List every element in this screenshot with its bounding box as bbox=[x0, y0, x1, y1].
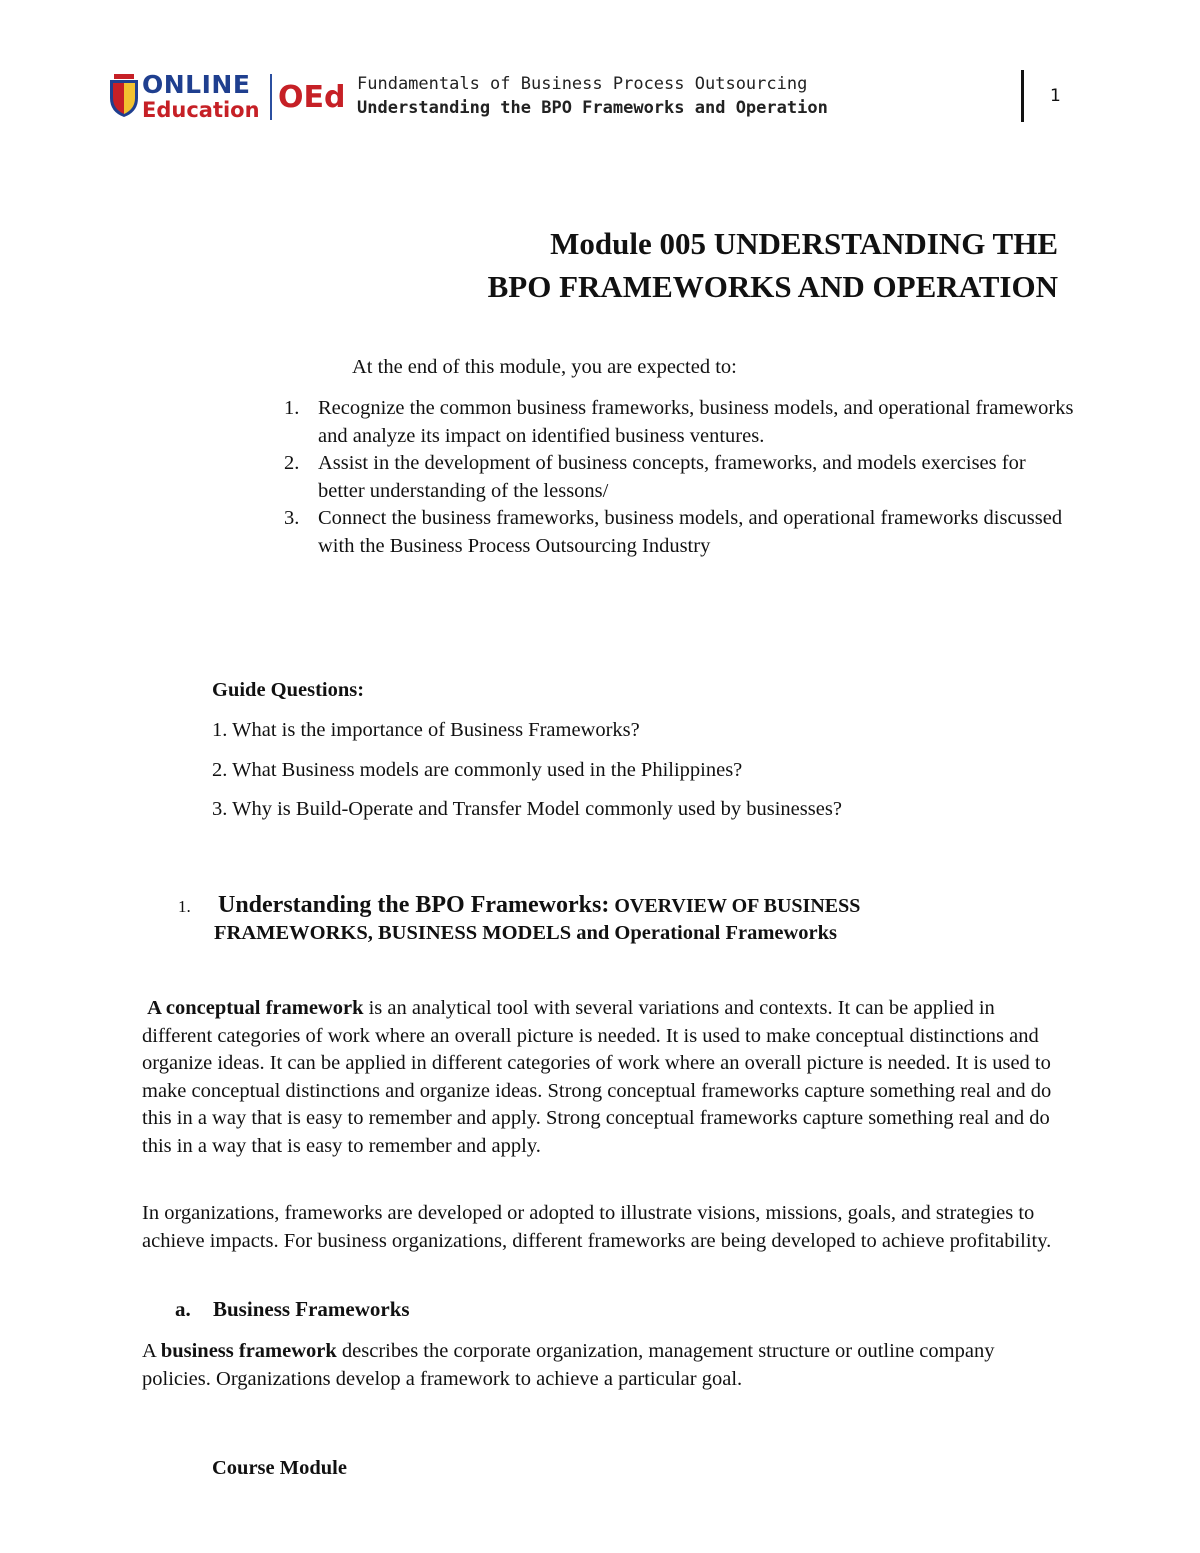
guide-question: 1. What is the importance of Business Frameworks? bbox=[212, 719, 640, 741]
logo-divider bbox=[270, 74, 272, 120]
term-business-framework: business framework bbox=[160, 1340, 337, 1362]
business-framework-paragraph bbox=[142, 1338, 1067, 1393]
section-number: 1. bbox=[178, 897, 191, 916]
logo-text-education: Education bbox=[142, 98, 260, 122]
objective-number: 3. bbox=[284, 507, 300, 529]
logo-oed-mark: OEd bbox=[278, 80, 346, 115]
paragraph-text: is an analytical tool with several variations and contexts. It can be applied in different categories of work where an overall picture is needed. It is used to make conceptual distinctions and organize ideas. It can be applied in different categories of work where an overall picture is needed. It is used to make conceptual distinctions and organize ideas. Strong conceptual frameworks capture something real and do this in a way that is easy to remember and apply. Strong conceptual frameworks capture something real and do this in a way that is easy to remember and apply. bbox=[142, 997, 1052, 1157]
section-heading-rest: OVERVIEW OF BUSINESS bbox=[609, 895, 861, 917]
objective-text: Recognize the common business frameworks, business models, and operational frameworks and analyze its impact on identified business ventures. bbox=[318, 397, 1074, 447]
objective-number: 1. bbox=[284, 397, 300, 419]
section-heading bbox=[218, 892, 860, 919]
objectives-intro: At the end of this module, you are expected to: bbox=[352, 356, 737, 378]
guide-questions-heading: Guide Questions: bbox=[212, 679, 365, 701]
shield-crest-icon bbox=[108, 74, 140, 118]
online-education-logo bbox=[108, 70, 348, 126]
subsection-title: Business Frameworks bbox=[213, 1297, 410, 1321]
section-heading-line2: FRAMEWORKS, BUSINESS MODELS and Operational Frameworks bbox=[214, 922, 838, 944]
conceptual-framework-paragraph bbox=[142, 995, 1067, 1160]
paragraph-text: describes the corporate organization, management structure or outline company policies. Organizations develop a framework to achieve a particular goal. bbox=[142, 1340, 995, 1390]
module-title-line2: BPO FRAMEWORKS AND OPERATION bbox=[487, 269, 1058, 304]
footer-course-module: Course Module bbox=[212, 1457, 347, 1479]
objective-item bbox=[284, 450, 1074, 505]
logo-text-online: ONLINE bbox=[142, 70, 251, 99]
objectives-list bbox=[284, 395, 1074, 560]
header-module-subtitle: Understanding the BPO Frameworks and Operation bbox=[357, 98, 828, 118]
objective-item bbox=[284, 395, 1074, 450]
guide-question: 2. What Business models are commonly used in the Philippines? bbox=[212, 759, 743, 781]
module-title bbox=[488, 222, 1058, 308]
objective-number: 2. bbox=[284, 452, 300, 474]
module-title-line1: Module 005 UNDERSTANDING THE bbox=[550, 226, 1058, 261]
paragraph-prefix: A bbox=[142, 1340, 161, 1362]
organizations-paragraph: In organizations, frameworks are developed or adopted to illustrate visions, missions, goals, and strategies to achieve impacts. For business organizations, different frameworks are being developed to achieve profitability. bbox=[142, 1202, 1052, 1252]
header-divider bbox=[1021, 70, 1024, 122]
guide-question: 3. Why is Build-Operate and Transfer Model commonly used by businesses? bbox=[212, 798, 842, 820]
page-number: 1 bbox=[1050, 86, 1061, 106]
objective-text: Assist in the development of business concepts, frameworks, and models exercises for better understanding of the lessons/ bbox=[318, 452, 1026, 502]
header-course-title: Fundamentals of Business Process Outsourcing bbox=[357, 74, 808, 94]
objective-text: Connect the business frameworks, business models, and operational frameworks discussed with the Business Process Outsourcing Industry bbox=[318, 507, 1063, 557]
objective-item bbox=[284, 505, 1074, 560]
section-heading-main: Understanding the BPO Frameworks: bbox=[218, 892, 610, 918]
term-conceptual-framework: A conceptual framework bbox=[147, 997, 364, 1019]
subsection-label: a. bbox=[175, 1297, 191, 1321]
